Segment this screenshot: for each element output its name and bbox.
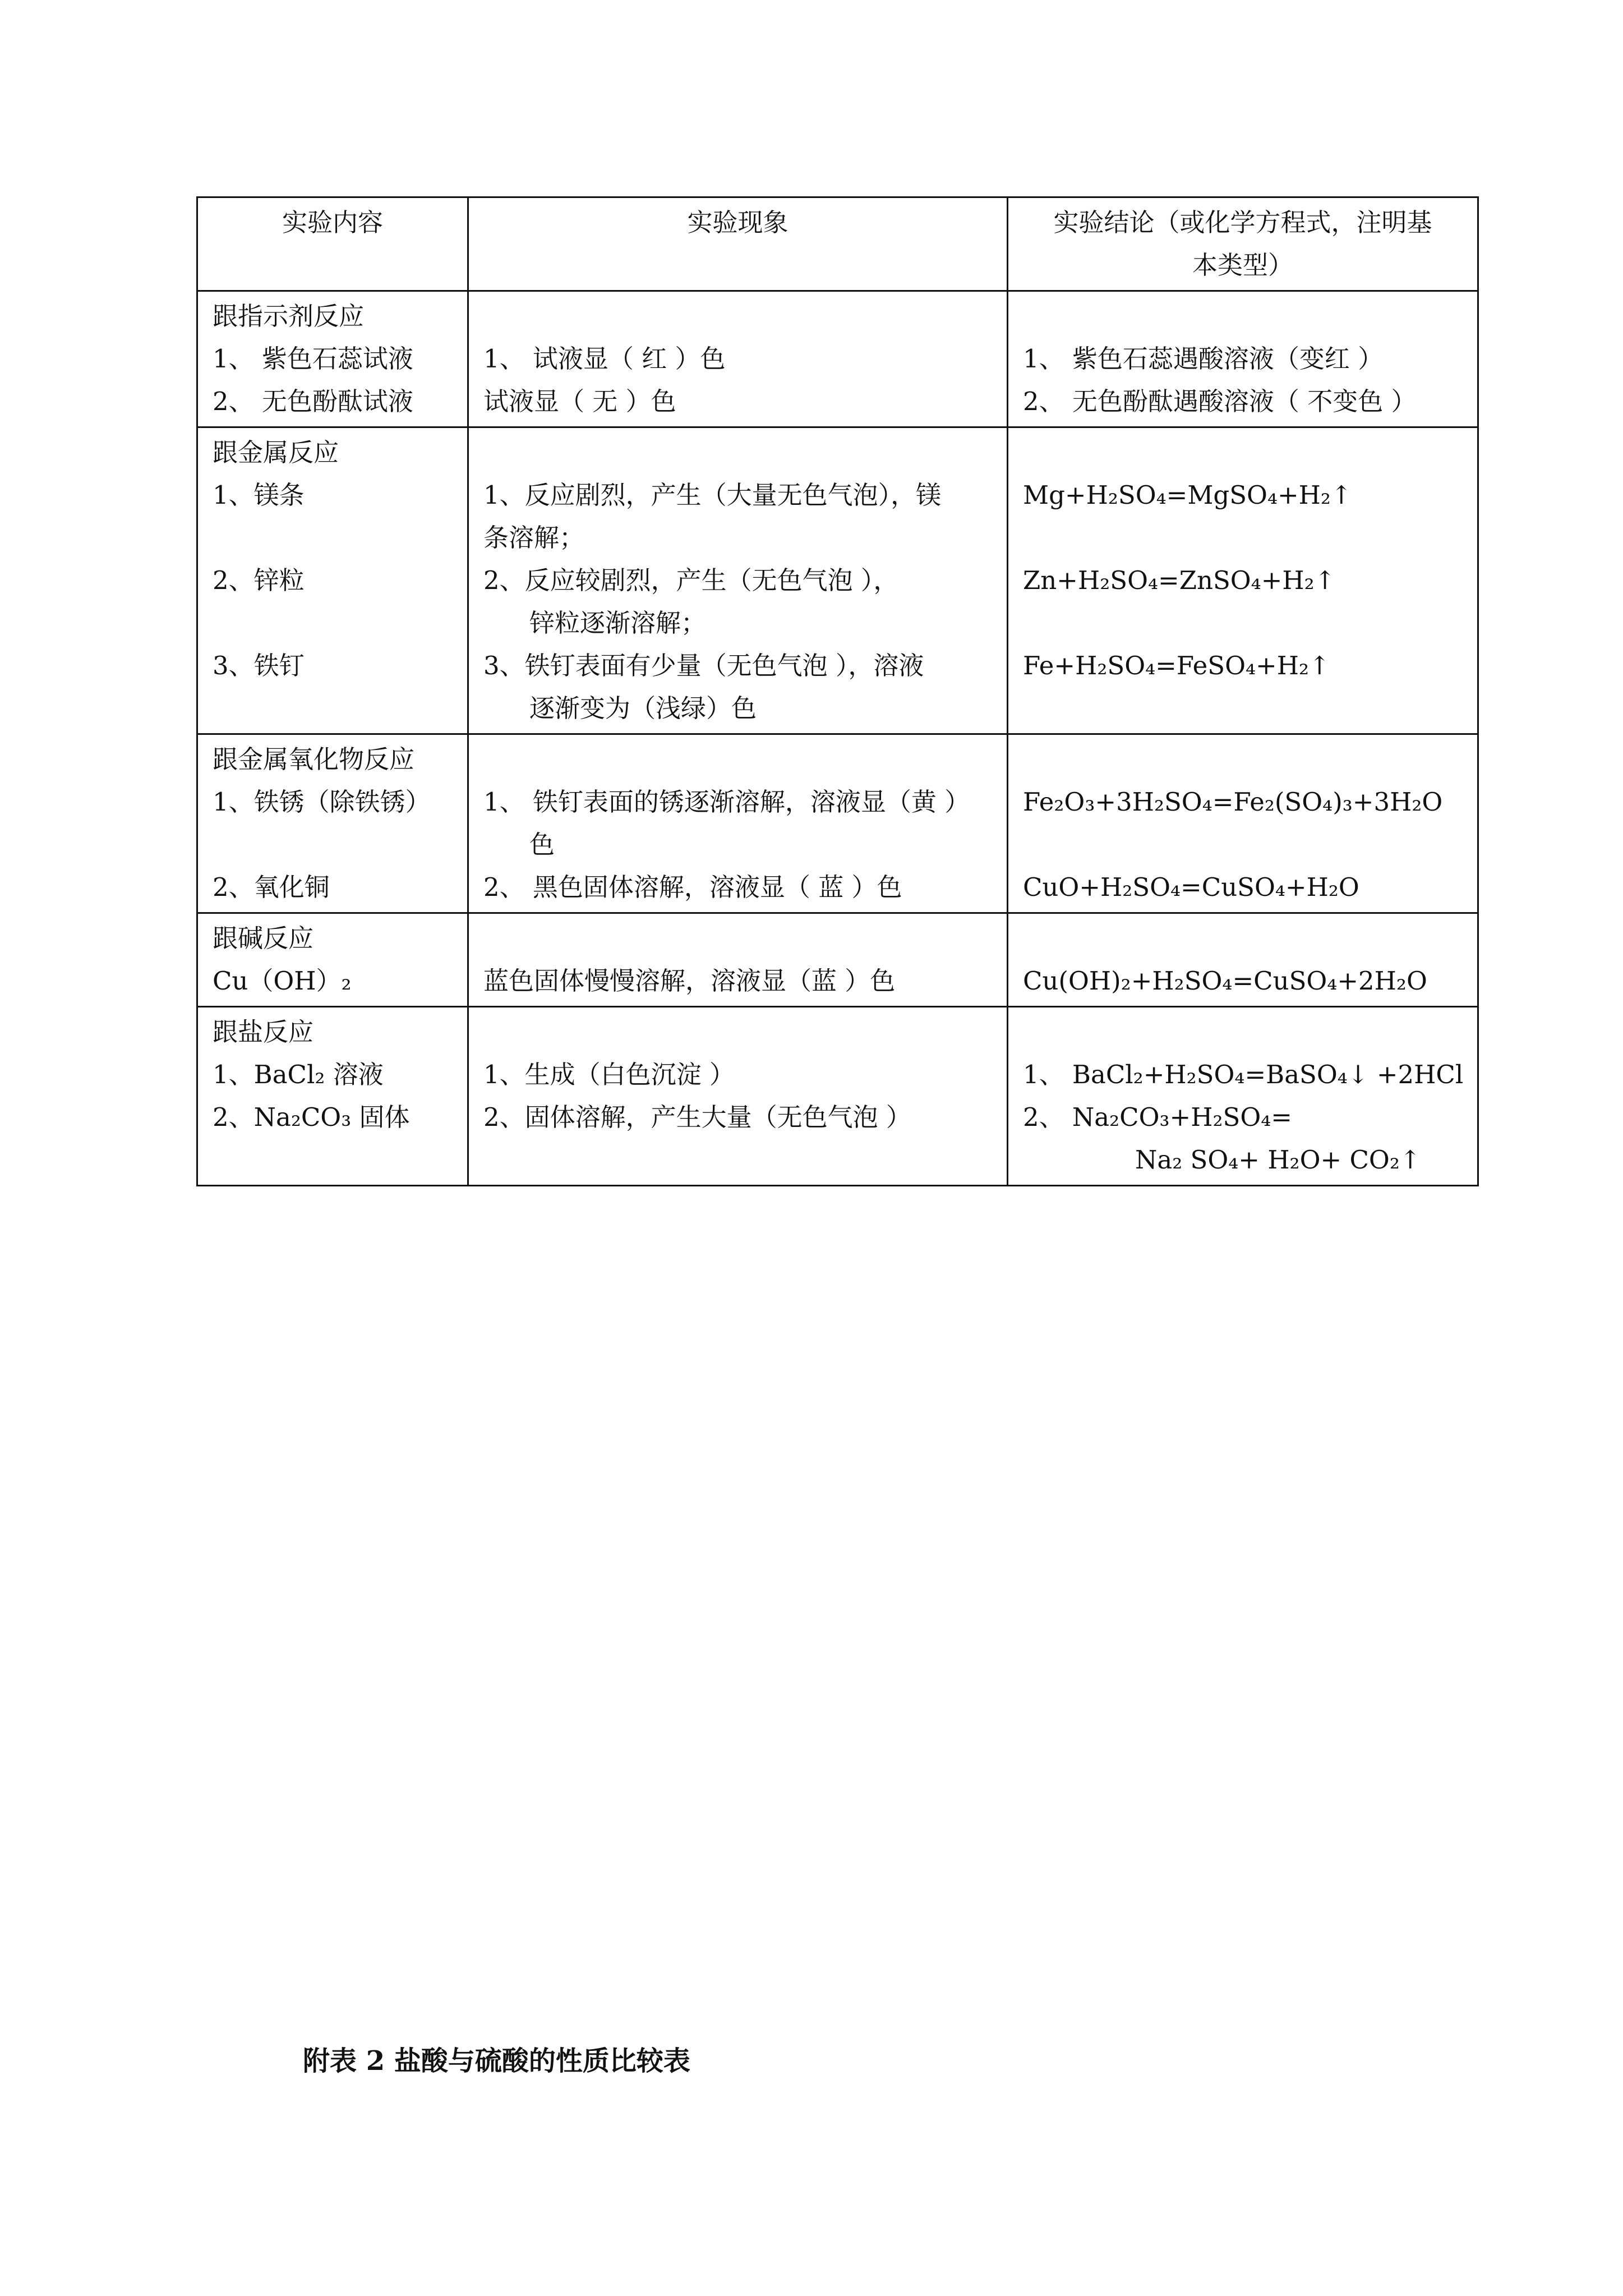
table-header-row (197, 197, 1478, 291)
cell-text: 逐渐变为（浅绿）色 (529, 693, 757, 723)
cell-text: 1、 试液显（ 红 ）色 (483, 344, 726, 374)
cell-text: 3、铁钉表面有少量（无色气泡 ），溶液 (483, 651, 924, 680)
cell-conclusion (1008, 913, 1478, 1007)
equation: Fe+H₂SO₄=FeSO₄+H₂↑ (1023, 651, 1330, 680)
cell-text: 2、固体溶解，产生大量（无色气泡 ） (483, 1102, 911, 1132)
equation: Zn+H₂SO₄=ZnSO₄+H₂↑ (1023, 565, 1336, 595)
cell-text: 1、 紫色石蕊遇酸溶液（变红 ） (1023, 344, 1384, 374)
footnote-caption: 附表 2 盐酸与硫酸的性质比较表 (303, 2045, 690, 2077)
cell-content (197, 734, 468, 913)
equation: CuO+H₂SO₄=CuSO₄+H₂O (1023, 872, 1359, 902)
header-cell-content (197, 197, 468, 291)
row-heading: 跟盐反应 (213, 1017, 314, 1047)
header-cell-conclusion (1008, 197, 1478, 291)
header-col1: 实验内容 (282, 208, 383, 237)
cell-conclusion (1008, 291, 1478, 427)
cell-phenomenon (468, 1007, 1008, 1186)
equation: 2、 Na₂CO₃+H₂SO₄= (1023, 1102, 1292, 1132)
table-row (197, 291, 1478, 427)
cell-phenomenon (468, 291, 1008, 427)
header-col3-line2: 本类型） (1192, 250, 1293, 280)
cell-conclusion (1008, 734, 1478, 913)
equation: 1、 BaCl₂+H₂SO₄=BaSO₄↓ +2HCl (1023, 1060, 1464, 1089)
cell-text: 1、镁条 (213, 480, 305, 510)
experiment-table (196, 196, 1479, 1186)
equation: Mg+H₂SO₄=MgSO₄+H₂↑ (1023, 480, 1352, 510)
equation: Fe₂O₃+3H₂SO₄=Fe₂(SO₄)₃+3H₂O (1023, 787, 1443, 817)
row-heading: 跟金属反应 (213, 438, 339, 467)
cell-content (197, 427, 468, 734)
table-row (197, 913, 1478, 1007)
cell-text: 2、 无色酚酞遇酸溶液（ 不变色 ） (1023, 386, 1417, 416)
row-heading: 跟碱反应 (213, 923, 314, 953)
cell-text: 1、反应剧烈，产生（大量无色气泡），镁 (483, 480, 942, 510)
cell-text: 锌粒逐渐溶解； (529, 608, 707, 638)
row-heading: 跟指示剂反应 (213, 301, 365, 331)
cell-text: 蓝色固体慢慢溶解，溶液显（蓝 ）色 (483, 966, 896, 996)
cell-content (197, 291, 468, 427)
cell-text: 3、铁钉 (213, 651, 305, 680)
row-heading: 跟金属氧化物反应 (213, 744, 415, 774)
cell-text: 条溶解； (483, 523, 585, 553)
cell-text: 1、 紫色石蕊试液 (213, 344, 413, 374)
cell-text: 1、生成（白色沉淀 ） (483, 1060, 735, 1089)
cell-text: 2、Na₂CO₃ 固体 (213, 1102, 410, 1132)
table-row (197, 1007, 1478, 1186)
cell-text: 2、反应较剧烈，产生（无色气泡 ）， (483, 565, 899, 595)
cell-text: 试液显（ 无 ）色 (483, 386, 676, 416)
table-row (197, 734, 1478, 913)
table-row (197, 427, 1478, 734)
cell-text: 2、锌粒 (213, 565, 305, 595)
cell-conclusion (1008, 1007, 1478, 1186)
cell-phenomenon (468, 734, 1008, 913)
cell-text: Cu（OH）₂ (213, 966, 352, 996)
cell-text: 1、BaCl₂ 溶液 (213, 1060, 384, 1089)
cell-text: 1、铁锈（除铁锈） (213, 787, 431, 817)
header-col3-line1: 实验结论（或化学方程式，注明基 (1053, 208, 1432, 237)
cell-text: 色 (529, 830, 555, 859)
cell-phenomenon (468, 913, 1008, 1007)
cell-content (197, 1007, 468, 1186)
cell-text: 1、 铁钉表面的锈逐渐溶解，溶液显（黄 ） (483, 787, 970, 817)
cell-phenomenon (468, 427, 1008, 734)
cell-content (197, 913, 468, 1007)
cell-text: 2、 黑色固体溶解，溶液显（ 蓝 ）色 (483, 872, 902, 902)
header-cell-phenomenon (468, 197, 1008, 291)
equation: Cu(OH)₂+H₂SO₄=CuSO₄+2H₂O (1023, 966, 1427, 996)
cell-text: 2、 无色酚酞试液 (213, 386, 413, 416)
header-col2: 实验现象 (687, 208, 789, 237)
cell-conclusion (1008, 427, 1478, 734)
cell-text: 2、氧化铜 (213, 872, 330, 902)
equation: Na₂ SO₄+ H₂O+ CO₂↑ (1135, 1145, 1421, 1175)
